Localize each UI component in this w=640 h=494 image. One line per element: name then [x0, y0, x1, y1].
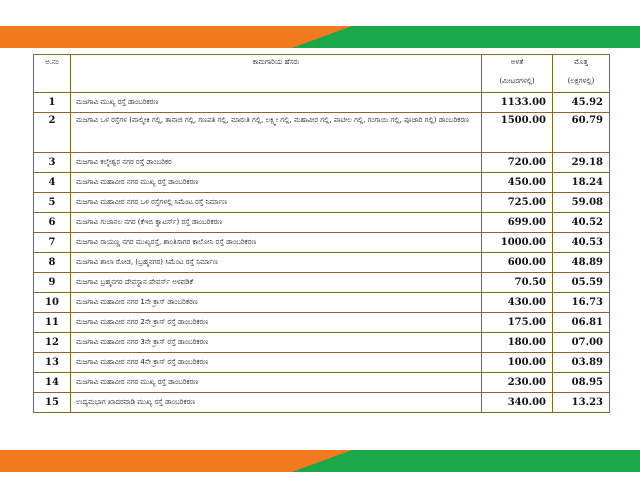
row-length: 230.00 — [482, 373, 553, 393]
table-row — [34, 113, 610, 153]
row-amount: 29.18 — [553, 153, 610, 173]
row-length: 600.00 — [482, 253, 553, 273]
row-amount: 40.53 — [553, 233, 610, 253]
row-length: 100.00 — [482, 353, 553, 373]
row-work-name: ಮಜಗಾವಿ ಮಹಾವೀರ ನಗರ ಮುಖ್ಯ ರಸ್ತೆ ಡಾಂಬರಿಕರಣ — [71, 373, 482, 393]
table-body — [34, 93, 610, 413]
row-sl-no: 7 — [34, 233, 71, 253]
row-sl-no: 10 — [34, 293, 71, 313]
row-length: 725.00 — [482, 193, 553, 213]
row-sl-no: 1 — [34, 93, 71, 113]
row-sl-no: 9 — [34, 273, 71, 293]
row-work-name: ಮಜಗಾವಿ ಮಹಾವೀರ ನಗರ 4ನೇ ಕ್ರಾಸ್ ರಸ್ತೆ ಡಾಂಬರಿಕರಣ — [71, 353, 482, 373]
row-length: 175.00 — [482, 313, 553, 333]
row-amount: 03.89 — [553, 353, 610, 373]
table-row — [34, 93, 610, 113]
table-row — [34, 313, 610, 333]
table-row — [34, 273, 610, 293]
row-sl-no: 14 — [34, 373, 71, 393]
row-length: 70.50 — [482, 273, 553, 293]
header-length — [482, 55, 553, 93]
table-row — [34, 353, 610, 373]
row-work-name: ಮಜಗಾವಿ ಮಹಾವೀರ ನಗರ 3ನೇ ಕ್ರಾಸ್ ರಸ್ತೆ ಡಾಂಬರಿಕರಣ — [71, 333, 482, 353]
row-amount: 18.24 — [553, 173, 610, 193]
row-amount: 60.79 — [553, 113, 610, 153]
top-decorative-band — [0, 26, 640, 48]
bottom-band-graphic — [0, 450, 640, 472]
row-work-name: ಮಜಗಾವಿ ಒಳ ರಸ್ತೆಗಳ (ವಾಲ್ಮೀಕಿ ಗಲ್ಲಿ, ತಾನಾಜಿ ಗಲ್ಲಿ, ಗಣಪತಿ ಗಲ್ಲಿ, ಮಾರುತಿ ಗಲ್ಲಿ, ಲಕ್ಷ್ಮೀ ಗಲ್ಲಿ, ಮಹಾವೀರ ಗಲ್ಲಿ, ಪಾಟೀಲ ಗಲ್ಲಿ, ಗಂಗಾಯಿ ಗಲ್ಲಿ, ಪೂಜಾರಿ ಗಲ್ಲಿ) ಡಾಂಬರಿಕರಣ — [71, 113, 482, 153]
row-length: 1133.00 — [482, 93, 553, 113]
row-amount: 48.89 — [553, 253, 610, 273]
row-amount: 05.59 — [553, 273, 610, 293]
row-work-name: ಮಜಗಾವಿ ಕಲ್ಮೇಶ್ವರ ನಗರ ರಸ್ತೆ ಡಾಂಬರಿಕರ — [71, 153, 482, 173]
row-length: 430.00 — [482, 293, 553, 313]
row-work-name: ಮಜಗಾವಿ ಮಹಾವೀರ ನಗರ 2ನೇ ಕ್ರಾಸ್ ರಸ್ತೆ ಡಾಂಬರಿಕರಣ — [71, 313, 482, 333]
row-work-name: ಮಜಗಾವಿ ಮಹಾವೀರ ನಗರ ಮುಖ್ಯ ರಸ್ತೆ ಡಾಂಬರಿಕರಣ — [71, 173, 482, 193]
header-length-label: ಅಳತೆ — [510, 58, 524, 66]
row-work-name: ಮಜಗಾವಿ ಗುಜಾನಲ ನಗರ (ಕೆಇಬಿ ಕ್ವಾಟರ್ಸ್) ರಸ್ತೆ ಡಾಂಬರಿಕರಣ — [71, 213, 482, 233]
table-header-row — [34, 55, 610, 93]
bottom-decorative-band — [0, 450, 640, 472]
table-row — [34, 153, 610, 173]
header-amount-label: ಮೊತ್ತ — [574, 58, 588, 66]
table-row — [34, 233, 610, 253]
table-row — [34, 193, 610, 213]
row-amount: 08.95 — [553, 373, 610, 393]
row-sl-no: 2 — [34, 113, 71, 153]
row-amount: 13.23 — [553, 393, 610, 413]
header-length-unit: (ಮೀಟರಗಳಲ್ಲಿ) — [499, 77, 535, 85]
row-length: 450.00 — [482, 173, 553, 193]
row-work-name: ಉದ್ಯಮಭಾಗ ಖಾದರವಾಡಿ ಮುಖ್ಯ ರಸ್ತೆ ಡಾಂಬರಿಕರಣ — [71, 393, 482, 413]
row-amount: 07.00 — [553, 333, 610, 353]
row-amount: 40.52 — [553, 213, 610, 233]
row-work-name: ಮಜಗಾವಿ ಬ್ರಹ್ಮನಗರ ದೇವಸ್ಥಾನ ಪೇವರ್ಸ್ ಅಳವಡಿಕೆ — [71, 273, 482, 293]
row-sl-no: 5 — [34, 193, 71, 213]
row-work-name: ಮಜಗಾವಿ ಮುಖ್ಯ ರಸ್ತೆ ಡಾಂಬರಿಕರಣ — [71, 93, 482, 113]
row-length: 1000.00 — [482, 233, 553, 253]
table-row — [34, 213, 610, 233]
row-sl-no: 13 — [34, 353, 71, 373]
top-band-green-stripe — [292, 26, 640, 48]
header-work-name: ಕಾಮಗಾರಿಯ ಹೆಸರು — [71, 55, 482, 93]
row-work-name: ಮಜಗಾವಿ ಮಹಾವೀರ ನಗರ ಒಳ ರಸ್ತೆಗಳಲ್ಲಿ ಸಿಮೆಂಟ ರಸ್ತೆ ನಿರ್ಮಾಣ — [71, 193, 482, 213]
row-work-name: ಮಜಗಾವಿ ರಾಯಣ್ಣ ನಗರ ಮುಖ್ಯರಸ್ತೆ, ಶಾಂತಿಸಾಗರ ಕಾಲೋನಿ ರಸ್ತೆ ಡಾಂಬರಿಕರಣ — [71, 233, 482, 253]
row-length: 180.00 — [482, 333, 553, 353]
table-row — [34, 293, 610, 313]
table-row — [34, 333, 610, 353]
row-work-name: ಮಜಗಾವಿ ಮಹಾವೀರ ನಗರ 1ನೇ ಕ್ರಾಸ್ ಡಾಂಬರಿಕರಣ — [71, 293, 482, 313]
header-sl-no: ಅ.ನಂ — [34, 55, 71, 93]
row-length: 699.00 — [482, 213, 553, 233]
row-sl-no: 12 — [34, 333, 71, 353]
row-sl-no: 15 — [34, 393, 71, 413]
table-row — [34, 373, 610, 393]
row-amount: 59.08 — [553, 193, 610, 213]
bottom-band-green-stripe — [292, 450, 640, 472]
row-amount: 06.81 — [553, 313, 610, 333]
works-table-container — [33, 54, 609, 413]
table-row — [34, 393, 610, 413]
row-amount: 16.73 — [553, 293, 610, 313]
header-amount — [553, 55, 610, 93]
row-sl-no: 8 — [34, 253, 71, 273]
row-sl-no: 11 — [34, 313, 71, 333]
row-length: 720.00 — [482, 153, 553, 173]
row-work-name: ಮಜಗಾವಿ ಶಾಲಾ ರೋಡ, (ಬ್ರಹ್ಮನಗರ) ಸಿಮೆಂಟ ರಸ್ತೆ ನಿರ್ಮಾಣ — [71, 253, 482, 273]
table-row — [34, 173, 610, 193]
works-table — [33, 54, 610, 413]
row-length: 1500.00 — [482, 113, 553, 153]
row-amount: 45.92 — [553, 93, 610, 113]
top-band-graphic — [0, 26, 640, 48]
header-amount-unit: (ಲಕ್ಷಗಳಲ್ಲಿ) — [567, 77, 595, 85]
row-length: 340.00 — [482, 393, 553, 413]
row-sl-no: 4 — [34, 173, 71, 193]
table-row — [34, 253, 610, 273]
row-sl-no: 6 — [34, 213, 71, 233]
row-sl-no: 3 — [34, 153, 71, 173]
